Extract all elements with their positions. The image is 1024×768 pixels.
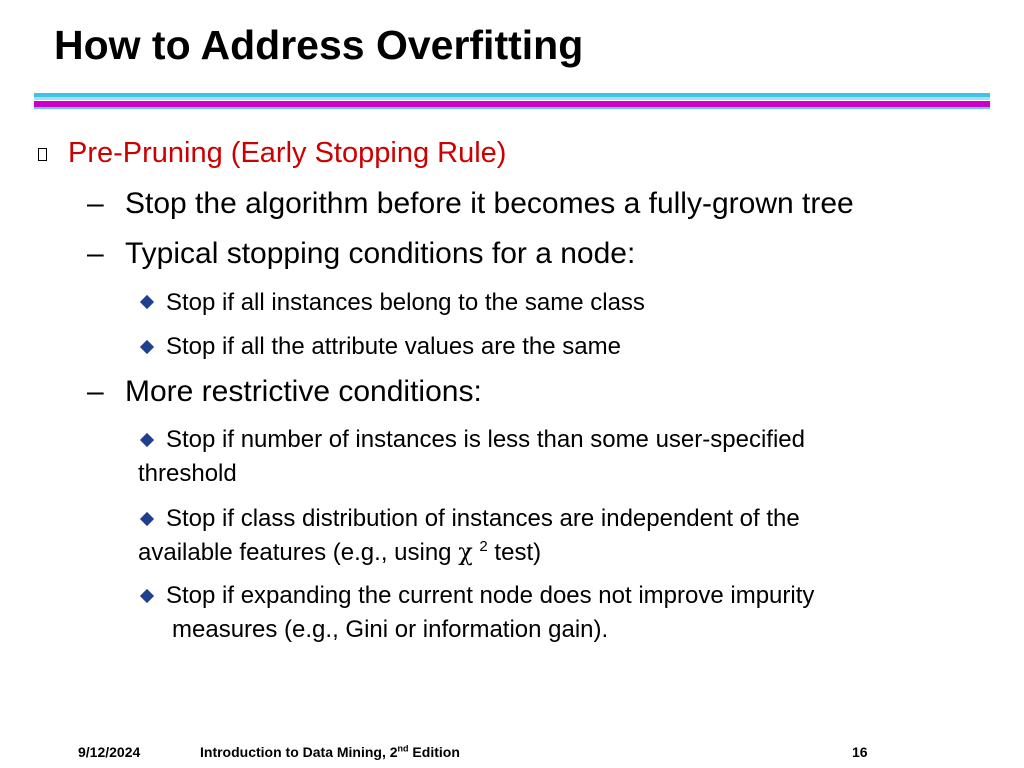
title-divider-cyan-bottom [34,107,990,109]
diamond-bullet-icon [140,433,154,447]
chi-superscript: 2 [479,538,488,555]
dash-bullet-icon: – [87,375,104,408]
condition-same-class: Stop if all instances belong to the same class [166,289,645,316]
slide-title: How to Address Overfitting [54,22,584,68]
condition-class-distribution-line2 [138,538,541,567]
condition-class-distribution-line1: Stop if class distribution of instances are independent of the [166,505,800,532]
square-bullet-icon [38,148,47,161]
point-restrictive-conditions: More restrictive conditions: [125,375,482,408]
condition-instances-threshold-line2: threshold [138,460,237,487]
footer-page-number: 16 [852,744,868,760]
diamond-bullet-icon [140,589,154,603]
diamond-bullet-icon [140,340,154,354]
chi-test-text-pre: available features (e.g., using [138,539,459,566]
diamond-bullet-icon [140,512,154,526]
footer-book-sup: nd [397,743,409,754]
footer-book-pre: Introduction to Data Mining, 2 [200,744,398,760]
chi-symbol: χ [458,538,473,566]
condition-instances-threshold-line1: Stop if number of instances is less than some user-specified [166,426,805,453]
condition-impurity-line2: measures (e.g., Gini or information gain). [172,616,609,643]
footer-date: 9/12/2024 [78,744,141,760]
dash-bullet-icon: – [87,237,104,270]
point-stop-algorithm: Stop the algorithm before it becomes a fully-grown tree [125,187,854,220]
diamond-bullet-icon [140,295,154,309]
condition-same-attribute-values: Stop if all the attribute values are the same [166,333,621,360]
point-typical-conditions: Typical stopping conditions for a node: [125,237,636,270]
title-divider-cyan-light [34,97,990,100]
footer-book-title [200,744,460,760]
dash-bullet-icon: – [87,187,104,220]
condition-impurity-line1: Stop if expanding the current node does not improve impurity [166,582,815,609]
section-heading: Pre-Pruning (Early Stopping Rule) [68,137,507,169]
footer-book-post: Edition [408,744,460,760]
chi-test-text-post: test) [487,539,542,566]
